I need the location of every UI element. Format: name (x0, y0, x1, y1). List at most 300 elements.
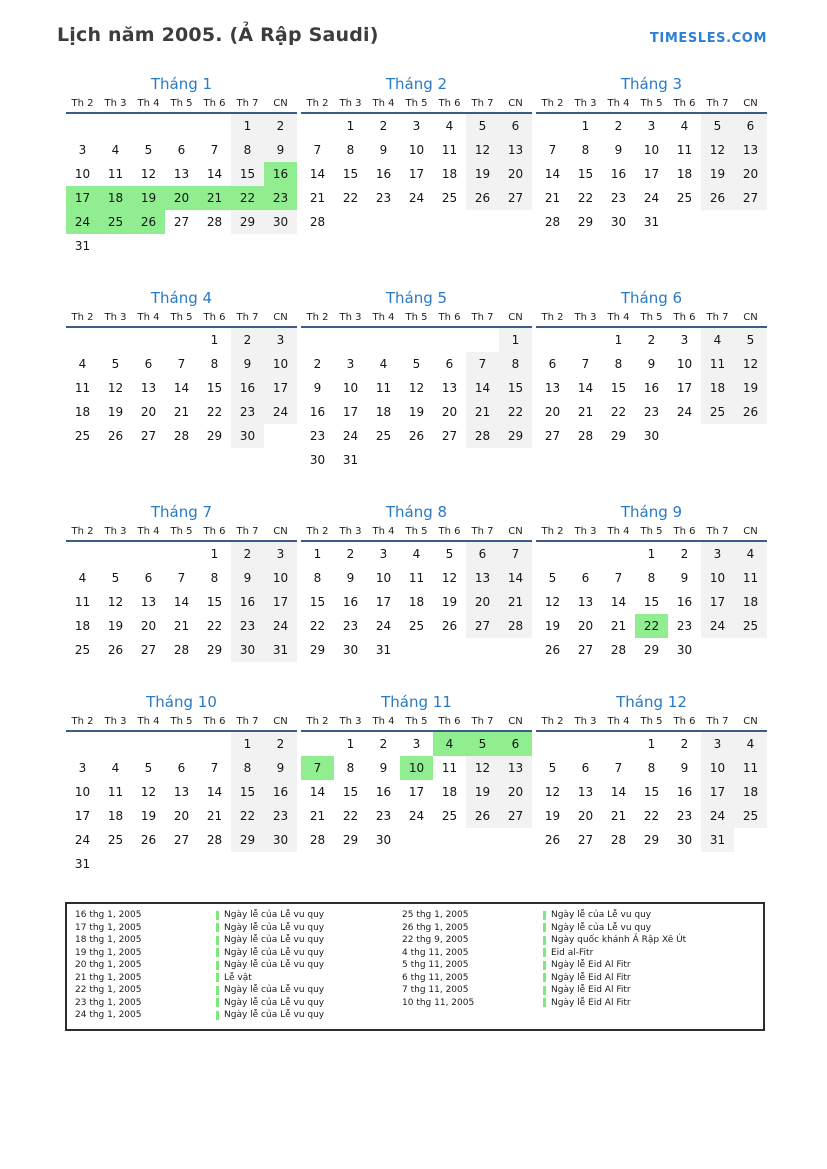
day-cell: 24 (74, 833, 91, 847)
day-cell: 28 (610, 643, 627, 657)
day-cell: 7 (177, 571, 186, 585)
day-cell (602, 732, 635, 756)
day-cell (701, 638, 734, 662)
month-title[interactable]: Tháng 1 (150, 75, 213, 93)
day-cell: 19 (107, 619, 124, 633)
weekday-header: Th 2 (71, 98, 94, 109)
day-cell (536, 114, 569, 138)
months-grid (66, 74, 827, 876)
weekday-header: Th 4 (607, 98, 630, 109)
day-cell: 8 (346, 143, 355, 157)
holiday-marker-bar (216, 998, 219, 1007)
day-cell: 23 (676, 619, 693, 633)
weekday-header: Th 4 (372, 526, 395, 537)
day-cell: 8 (231, 138, 264, 162)
day-cell: 4 (111, 761, 120, 775)
day-cell (433, 328, 466, 352)
day-cell: 11 (74, 595, 91, 609)
month-title[interactable]: Tháng 4 (150, 289, 213, 307)
day-cell: 31 (701, 828, 734, 852)
weekday-header: CN (273, 98, 288, 109)
day-cell: 26 (466, 186, 499, 210)
weekday-header: Th 2 (306, 98, 329, 109)
day-cell (165, 114, 198, 138)
day-grid (66, 328, 297, 448)
day-cell: 17 (264, 376, 297, 400)
day-cell: 2 (379, 737, 388, 751)
day-cell (499, 638, 532, 662)
day-cell (400, 448, 433, 472)
day-cell: 16 (264, 162, 297, 186)
legend-date: 10 thg 11, 2005 (402, 997, 475, 1008)
day-cell: 28 (309, 833, 326, 847)
legend-col-right (402, 909, 759, 1022)
day-cell: 25 (74, 429, 91, 443)
day-cell: 14 (499, 566, 532, 590)
day-cell: 1 (647, 547, 656, 561)
weekday-header: Th 5 (640, 312, 663, 323)
day-cell (165, 732, 198, 756)
day-grid (301, 542, 532, 662)
day-cell: 27 (466, 614, 499, 638)
legend-date: 5 thg 11, 2005 (402, 960, 469, 971)
day-cell: 2 (231, 542, 264, 566)
legend-row (75, 972, 402, 985)
weekday-header: Th 5 (405, 716, 428, 727)
day-cell: 16 (676, 785, 693, 799)
month-title[interactable]: Tháng 9 (620, 503, 683, 521)
day-cell (466, 448, 499, 472)
day-cell: 13 (544, 381, 561, 395)
day-cell: 31 (264, 638, 297, 662)
day-cell: 18 (441, 167, 458, 181)
weekday-header: Th 6 (203, 526, 226, 537)
day-cell: 25 (676, 191, 693, 205)
day-cell: 26 (701, 186, 734, 210)
day-cell: 11 (107, 167, 124, 181)
day-cell: 1 (581, 119, 590, 133)
day-cell: 7 (210, 143, 219, 157)
day-cell: 10 (400, 756, 433, 780)
day-cell: 18 (99, 186, 132, 210)
day-cell: 29 (610, 429, 627, 443)
day-cell: 18 (701, 376, 734, 400)
day-grid (301, 732, 532, 852)
day-cell: 13 (577, 785, 594, 799)
day-cell: 1 (346, 119, 355, 133)
day-cell (132, 852, 165, 876)
day-cell: 17 (375, 595, 392, 609)
legend-date: 19 thg 1, 2005 (75, 947, 142, 958)
day-cell: 1 (313, 547, 322, 561)
day-cell (668, 210, 701, 234)
weekday-header-row (66, 524, 297, 542)
day-cell: 13 (577, 595, 594, 609)
weekday-header: Th 7 (471, 312, 494, 323)
day-cell (264, 424, 297, 448)
day-cell: 29 (231, 210, 264, 234)
weekday-header: Th 6 (203, 98, 226, 109)
day-cell: 22 (206, 619, 223, 633)
day-cell (334, 210, 367, 234)
holiday-marker-bar (216, 986, 219, 995)
day-cell: 14 (206, 785, 223, 799)
month-title[interactable]: Tháng 11 (381, 693, 452, 711)
weekday-header: Th 6 (438, 312, 461, 323)
weekday-header: Th 2 (71, 312, 94, 323)
day-cell: 23 (231, 614, 264, 638)
day-cell: 29 (206, 429, 223, 443)
day-cell: 18 (676, 167, 693, 181)
day-cell: 17 (264, 590, 297, 614)
day-cell (536, 328, 569, 352)
day-cell: 15 (231, 162, 264, 186)
day-cell: 3 (412, 737, 421, 751)
day-cell: 18 (408, 595, 425, 609)
day-cell: 21 (544, 191, 561, 205)
day-cell: 16 (264, 780, 297, 804)
day-grid (536, 732, 767, 852)
day-cell (400, 828, 433, 852)
day-cell: 5 (734, 328, 767, 352)
month-title[interactable]: Tháng 8 (385, 503, 448, 521)
month-12 (536, 692, 767, 852)
weekday-header: Th 6 (673, 716, 696, 727)
month-title[interactable]: Tháng 6 (620, 289, 683, 307)
day-cell (198, 114, 231, 138)
day-grid (536, 114, 767, 234)
weekday-header-row (301, 524, 532, 542)
day-cell (231, 234, 264, 258)
day-cell: 2 (647, 333, 656, 347)
day-cell: 22 (206, 405, 223, 419)
weekday-header: Th 6 (673, 526, 696, 537)
day-cell: 20 (466, 590, 499, 614)
legend-row (75, 997, 402, 1010)
day-cell (165, 852, 198, 876)
day-cell: 15 (206, 381, 223, 395)
day-cell: 22 (577, 191, 594, 205)
day-cell: 13 (466, 566, 499, 590)
day-grid (66, 114, 297, 258)
day-cell: 30 (676, 833, 693, 847)
weekday-header: Th 2 (71, 716, 94, 727)
day-cell: 10 (74, 785, 91, 799)
weekday-header: Th 3 (104, 312, 127, 323)
day-cell: 21 (198, 186, 231, 210)
day-cell (132, 114, 165, 138)
legend-date: 18 thg 1, 2005 (75, 935, 142, 946)
day-cell: 23 (375, 191, 392, 205)
day-cell (231, 852, 264, 876)
weekday-header-row (66, 96, 297, 114)
day-cell (334, 328, 367, 352)
day-cell: 9 (379, 761, 388, 775)
day-cell: 21 (206, 809, 223, 823)
day-cell (569, 732, 602, 756)
legend-date: 7 thg 11, 2005 (402, 985, 469, 996)
day-cell: 30 (676, 643, 693, 657)
day-cell (602, 542, 635, 566)
day-cell: 27 (140, 643, 157, 657)
day-cell: 17 (701, 780, 734, 804)
day-cell: 4 (433, 732, 466, 756)
weekday-header: Th 3 (339, 716, 362, 727)
day-cell: 16 (309, 405, 326, 419)
day-cell: 3 (264, 542, 297, 566)
day-cell: 20 (140, 619, 157, 633)
day-cell: 8 (346, 761, 355, 775)
day-cell: 19 (466, 162, 499, 186)
holiday-marker-bar (543, 986, 546, 995)
day-cell: 17 (408, 167, 425, 181)
weekday-header: CN (508, 98, 523, 109)
legend-label: Ngày lễ của Lễ vu quy (224, 922, 325, 933)
weekday-header-row (536, 714, 767, 732)
day-cell: 9 (680, 761, 689, 775)
weekday-header: Th 2 (541, 312, 564, 323)
legend-label: Ngày quốc khánh Ả Rập Xê Út (551, 935, 687, 946)
legend-label: Ngày lễ của Lễ vu quy (224, 1010, 325, 1021)
day-cell: 21 (577, 405, 594, 419)
day-cell: 12 (107, 381, 124, 395)
weekday-header: Th 4 (137, 716, 160, 727)
day-cell: 6 (581, 571, 590, 585)
day-grid (66, 542, 297, 662)
day-cell: 25 (375, 429, 392, 443)
day-cell: 28 (466, 424, 499, 448)
weekday-header: Th 7 (471, 98, 494, 109)
day-cell: 30 (264, 828, 297, 852)
day-cell: 22 (342, 809, 359, 823)
day-cell: 7 (614, 761, 623, 775)
legend-row (75, 947, 402, 960)
legend-label: Ngày lễ của Lễ vu quy (224, 935, 325, 946)
legend-date: 22 thg 1, 2005 (75, 985, 142, 996)
day-cell: 11 (734, 566, 767, 590)
day-cell: 9 (313, 381, 322, 395)
day-cell: 19 (466, 780, 499, 804)
day-cell: 11 (701, 352, 734, 376)
weekday-header: Th 7 (236, 312, 259, 323)
day-cell: 19 (441, 595, 458, 609)
day-cell: 11 (441, 143, 458, 157)
day-cell (132, 328, 165, 352)
day-cell: 24 (264, 614, 297, 638)
day-cell: 10 (264, 566, 297, 590)
day-cell: 15 (309, 595, 326, 609)
month-title[interactable]: Tháng 5 (385, 289, 448, 307)
month-title[interactable]: Tháng 3 (620, 75, 683, 93)
day-cell: 24 (342, 429, 359, 443)
day-cell: 10 (643, 143, 660, 157)
day-cell: 16 (231, 590, 264, 614)
day-cell: 6 (548, 357, 557, 371)
weekday-header: Th 6 (673, 312, 696, 323)
day-cell: 5 (144, 143, 153, 157)
day-cell: 3 (346, 357, 355, 371)
month-10 (66, 692, 297, 876)
day-cell: 22 (643, 809, 660, 823)
day-cell (734, 210, 767, 234)
day-cell: 30 (342, 643, 359, 657)
day-cell (99, 542, 132, 566)
legend-date: 17 thg 1, 2005 (75, 922, 142, 933)
month-title[interactable]: Tháng 12 (616, 693, 687, 711)
day-cell: 8 (614, 357, 623, 371)
month-title[interactable]: Tháng 10 (146, 693, 217, 711)
weekday-header: Th 5 (640, 716, 663, 727)
day-cell (132, 732, 165, 756)
day-cell: 13 (499, 138, 532, 162)
legend-date: 6 thg 11, 2005 (402, 972, 469, 983)
day-cell: 19 (734, 376, 767, 400)
day-cell: 30 (264, 210, 297, 234)
day-cell: 8 (231, 756, 264, 780)
day-cell: 5 (445, 547, 454, 561)
day-cell: 21 (173, 619, 190, 633)
day-grid (301, 114, 532, 234)
day-cell: 19 (140, 809, 157, 823)
day-cell: 26 (466, 804, 499, 828)
weekday-header-row (301, 310, 532, 328)
day-cell: 11 (734, 756, 767, 780)
day-cell (132, 234, 165, 258)
day-cell: 22 (309, 619, 326, 633)
weekday-header: CN (508, 526, 523, 537)
day-grid (536, 328, 767, 448)
weekday-header: Th 5 (170, 526, 193, 537)
holiday-marker-bar (216, 911, 219, 920)
weekday-header: Th 7 (236, 98, 259, 109)
holiday-marker-bar (216, 961, 219, 970)
day-cell: 12 (140, 167, 157, 181)
day-cell: 9 (264, 138, 297, 162)
weekday-header: CN (743, 312, 758, 323)
day-cell: 25 (74, 643, 91, 657)
day-cell: 9 (231, 566, 264, 590)
day-cell (499, 448, 532, 472)
day-cell: 10 (264, 352, 297, 376)
holiday-marker-bar (216, 948, 219, 957)
month-6 (536, 288, 767, 448)
day-cell: 30 (375, 833, 392, 847)
month-11 (301, 692, 532, 852)
day-cell: 2 (379, 119, 388, 133)
day-cell: 9 (379, 143, 388, 157)
day-cell (466, 638, 499, 662)
weekday-header: Th 3 (104, 98, 127, 109)
day-cell: 4 (701, 328, 734, 352)
day-cell (301, 328, 334, 352)
legend-row (402, 959, 759, 972)
day-cell (400, 638, 433, 662)
month-5 (301, 288, 532, 472)
day-cell (301, 732, 334, 756)
day-cell: 18 (441, 785, 458, 799)
weekday-header: Th 2 (306, 526, 329, 537)
day-cell: 19 (132, 186, 165, 210)
day-cell: 31 (375, 643, 392, 657)
day-cell (466, 828, 499, 852)
day-cell: 7 (466, 352, 499, 376)
day-cell: 28 (577, 429, 594, 443)
day-cell: 14 (309, 785, 326, 799)
day-cell: 2 (680, 547, 689, 561)
legend-label: Ngày lễ Eid Al Fitr (551, 972, 631, 983)
day-cell: 3 (78, 143, 87, 157)
legend-row (402, 972, 759, 985)
weekday-header: CN (743, 716, 758, 727)
day-cell: 21 (309, 809, 326, 823)
day-cell: 29 (231, 828, 264, 852)
weekday-header: CN (508, 312, 523, 323)
weekday-header: Th 4 (137, 526, 160, 537)
day-cell: 12 (441, 571, 458, 585)
day-cell: 5 (548, 761, 557, 775)
day-cell (99, 852, 132, 876)
day-cell: 11 (375, 381, 392, 395)
day-cell: 2 (313, 357, 322, 371)
day-cell: 4 (734, 542, 767, 566)
day-cell (66, 542, 99, 566)
day-cell: 15 (231, 780, 264, 804)
day-cell: 23 (342, 619, 359, 633)
day-cell: 24 (375, 619, 392, 633)
day-cell: 3 (264, 328, 297, 352)
day-cell: 24 (408, 809, 425, 823)
day-cell (734, 424, 767, 448)
day-cell: 28 (544, 215, 561, 229)
day-cell (264, 234, 297, 258)
day-cell: 6 (581, 761, 590, 775)
day-cell: 15 (643, 785, 660, 799)
day-cell: 21 (610, 809, 627, 823)
weekday-header-row (301, 96, 532, 114)
weekday-header: Th 3 (574, 312, 597, 323)
day-cell: 7 (614, 571, 623, 585)
day-cell: 26 (441, 619, 458, 633)
day-cell: 25 (408, 619, 425, 633)
weekday-header: Th 2 (541, 526, 564, 537)
day-cell: 16 (375, 785, 392, 799)
day-cell: 4 (680, 119, 689, 133)
day-cell: 1 (499, 328, 532, 352)
day-cell: 5 (466, 114, 499, 138)
month-title[interactable]: Tháng 7 (150, 503, 213, 521)
day-cell: 27 (140, 429, 157, 443)
day-cell (66, 328, 99, 352)
holiday-marker-bar (216, 973, 219, 982)
day-cell: 7 (548, 143, 557, 157)
weekday-header: Th 7 (706, 312, 729, 323)
day-grid (66, 732, 297, 876)
day-cell: 30 (643, 429, 660, 443)
day-cell: 14 (173, 595, 190, 609)
day-cell: 16 (643, 381, 660, 395)
day-cell: 16 (676, 595, 693, 609)
weekday-header: Th 7 (236, 526, 259, 537)
weekday-header: CN (273, 716, 288, 727)
site-logo[interactable]: TIMESLES.COM (649, 31, 767, 46)
day-cell: 16 (375, 167, 392, 181)
day-cell: 21 (466, 400, 499, 424)
day-cell (99, 328, 132, 352)
day-cell: 7 (313, 143, 322, 157)
legend-label: Ngày lễ Eid Al Fitr (551, 997, 631, 1008)
month-title[interactable]: Tháng 2 (385, 75, 448, 93)
holiday-marker-bar (543, 936, 546, 945)
